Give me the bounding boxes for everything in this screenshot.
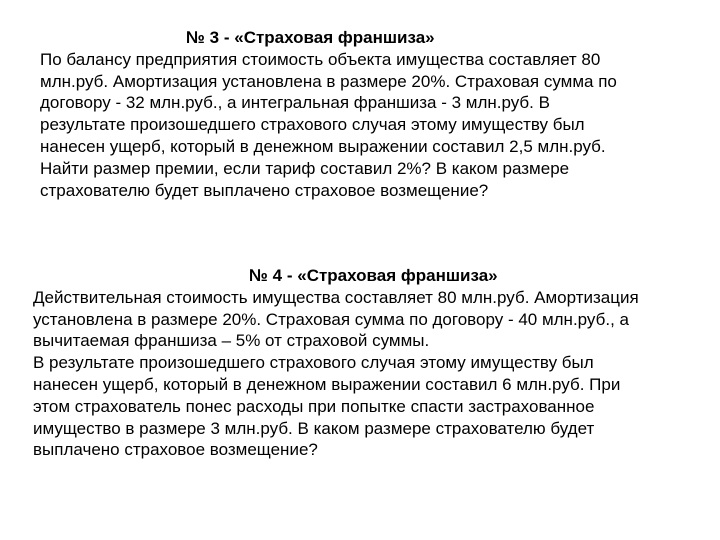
- task-3-line: договору - 32 млн.руб., а интегральная франшиза - 3 млн.руб. В: [40, 93, 550, 113]
- task-4-line: нанесен ущерб, который в денежном выражении составил 6 млн.руб. При: [33, 374, 621, 394]
- task-4-line: Действительная стоимость имущества составляет 80 млн.руб. Амортизация: [33, 287, 639, 307]
- task-3-line: страхователю будет выплачено страховое возмещение?: [40, 180, 489, 200]
- task-4-line: имущество в размере 3 млн.руб. В каком размере страхователю будет: [33, 418, 595, 438]
- task-3-line: нанесен ущерб, который в денежном выражении составил 2,5 млн.руб.: [40, 136, 606, 156]
- task-4-line: вычитаемая франшиза – 5% от страховой суммы.: [33, 331, 430, 351]
- task-4-title: № 4 - «Страховая франшиза»: [249, 266, 498, 285]
- task-3-title: № 3 - «Страховая франшиза»: [186, 28, 435, 47]
- task-3-line: млн.руб. Амортизация установлена в размере 20%. Страховая сумма по: [40, 71, 617, 91]
- task-3-line: По балансу предприятия стоимость объекта имущества составляет 80: [40, 49, 601, 69]
- task-4-line: выплачено страховое возмещение?: [33, 440, 318, 460]
- task-4-line: этом страхователь понес расходы при попытке спасти застрахованное: [33, 396, 595, 416]
- task-4-line: установлена в размере 20%. Страховая сумма по договору - 40 млн.руб., а: [33, 309, 629, 329]
- task-3-block: [40, 27, 617, 201]
- task-3-line: Найти размер премии, если тариф составил 2%? В каком размере: [40, 158, 570, 178]
- task-4-block: [33, 265, 639, 461]
- task-4-line: В результате произошедшего страхового случая этому имуществу был: [33, 353, 594, 373]
- task-3-line: результате произошедшего страхового случая этому имуществу был: [40, 115, 585, 135]
